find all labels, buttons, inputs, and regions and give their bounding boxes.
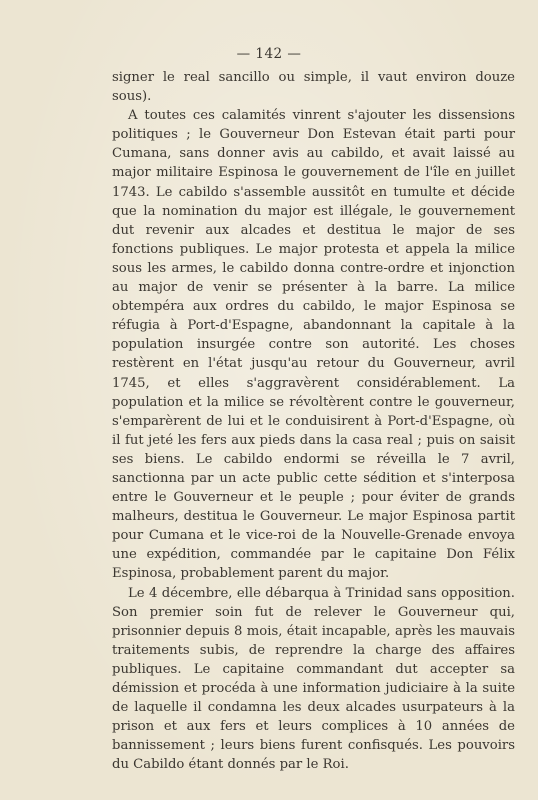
body-text (112, 68, 515, 774)
paragraph: Le 4 décembre, elle débarqua à Trinidad sans opposition. Son premier soin fut de relever le Gouverneur qui, prisonnier depuis 8 mois, était incapable, après les mauvais traitements subis, de reprendre la charge des affaires publiques. Le capitaine commandant dut accepter sa démission et procéda à une information judiciaire à la suite de laquelle il condamna les deux alcades usurpateurs à la prison et aux fers et leurs complices à 10 années de bannissement ; leurs biens furent confisqués. Les pouvoirs du Cabildo étant donnés par le Roi. (112, 585, 515, 773)
page-number: — 142 — (236, 46, 302, 62)
paragraph: A toutes ces calamités vinrent s'ajouter les dissensions politiques ; le Gouverneur Don Estevan était parti pour Cumana, sans donner avis au cabildo, et avait laissé au major militaire Espinosa le gouvernement de l'île en juillet 1743. Le cabildo s'assemble aussitôt en tumulte et décide que la nomination du major est illégale, le gouvernement dut revenir aux alcades et destitua le major de ses fonctions publiques. Le major protesta et appela la milice sous les armes, le cabildo donna contre-ordre et injonction au major de venir se présenter à la barre. La milice obtempéra aux ordres du cabildo, le major Espinosa se réfugia à Port-d'Espagne, abandonnant la capitale à la population insurgée contre son autorité. Les choses restèrent en l'état jusqu'au retour du Gouverneur, avril 1745, et elles s'aggravèrent considérablement. La population et la milice se révoltèrent contre le gouverneur, s'emparèrent de lui et le conduisirent à Port-d'Espagne, où il fut jeté les fers aux pieds dans la casa real ; puis on saisit ses biens. Le cabildo endormi se réveilla le 7 avril, sanctionna par un acte public cette sédition et s'interposa entre le Gouverneur et le peuple ; pour éviter de grands malheurs, destitua le Gouverneur. Le major Espinosa partit pour Cumana et le vice-roi de la Nouvelle-Grenade envoya une expédition, commandée par le capitaine Don Félix Espinosa, probablement parent du major. (112, 108, 515, 582)
paragraph-continuation: signer le real sancillo ou simple, il vaut environ douze sous). (112, 70, 515, 105)
